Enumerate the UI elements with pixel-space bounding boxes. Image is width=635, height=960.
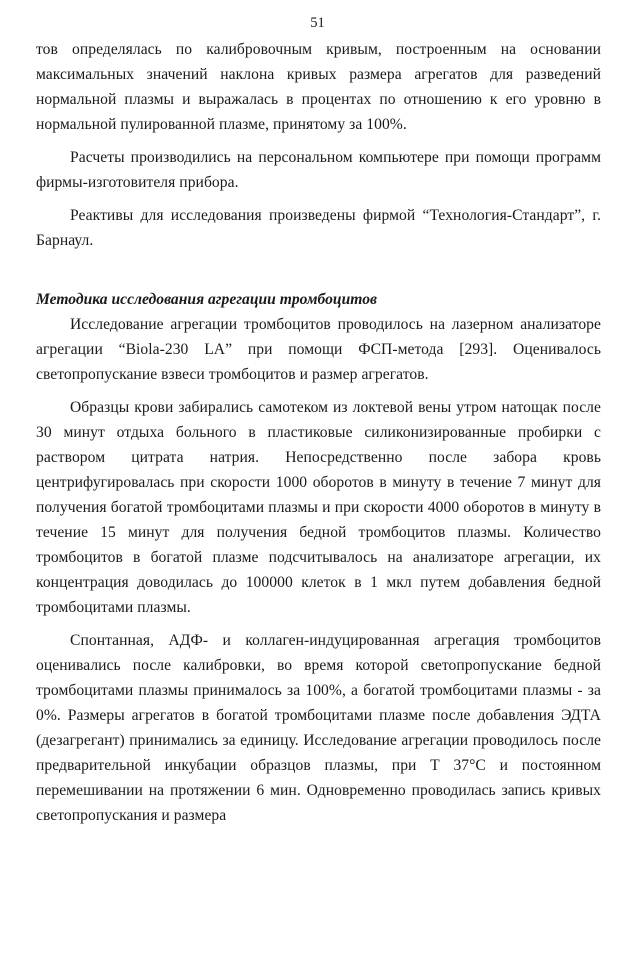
section-heading: Методика исследования агрегации тромбоцитов xyxy=(36,291,377,308)
paragraph-method-intro: Исследование агрегации тромбоцитов проводилось на лазерном анализаторе агрегации “Biola-230 LA” при помощи ФСП-метода [293]. Оценивалось светопропускание взвеси тромбоцитов и размер агрегатов. xyxy=(36,316,601,383)
document-body xyxy=(36,37,601,828)
page-number: 51 xyxy=(310,15,325,31)
paragraph-blood-sampling: Образцы крови забирались самотеком из локтевой вены утром натощак после 30 минут отдыха больного в пластиковые силиконизированные пробирки с раствором цитрата натрия. Непосредственно после забора кровь центрифугировалась при скорости 1000 оборотов в минуту в течение 7 минут для получения богатой тромбоцитами плазмы и при скорости 4000 оборотов в минуту в течение 15 минут для получения бедной тромбоцитов плазмы. Количество тромбоцитов в богатой плазме подсчитывалось на анализаторе агрегации, их концентрация доводилась до 100000 клеток в 1 мкл путем добавления бедной тромбоцитами плазмы. xyxy=(36,399,601,616)
paragraph-aggregation: Спонтанная, АДФ- и коллаген-индуцированная агрегация тромбоцитов оценивались после калибровки, во время которой светопропускание бедной тромбоцитами плазмы принималось за 100%, а богатой тромбоцитами плазмы - за 0%. Размеры агрегатов в богатой тромбоцитами плазме после добавления ЭДТА (дезагрегант) принимались за единицу. Исследование агрегации проводилось после предварительной инкубации образцов плазмы, при Т 37°С и постоянном перемешивании на протяжении 6 мин. Одновременно проводилась запись кривых светопропускания и размера xyxy=(36,632,601,824)
paragraph-continuation: тов определялась по калибровочным кривым, построенным на основании максимальных значений наклона кривых размера агрегатов для разведений нормальной плазмы и выражалась в процентах по отношению к его уровню в нормальной пулированной плазме, принятому за 100%. xyxy=(36,41,601,133)
paragraph-reagents: Реактивы для исследования произведены фирмой “Технология-Стандарт”, г. Барнаул. xyxy=(36,207,601,249)
paragraph-computation: Расчеты производились на персональном компьютере при помощи программ фирмы-изготовителя прибора. xyxy=(36,149,601,191)
